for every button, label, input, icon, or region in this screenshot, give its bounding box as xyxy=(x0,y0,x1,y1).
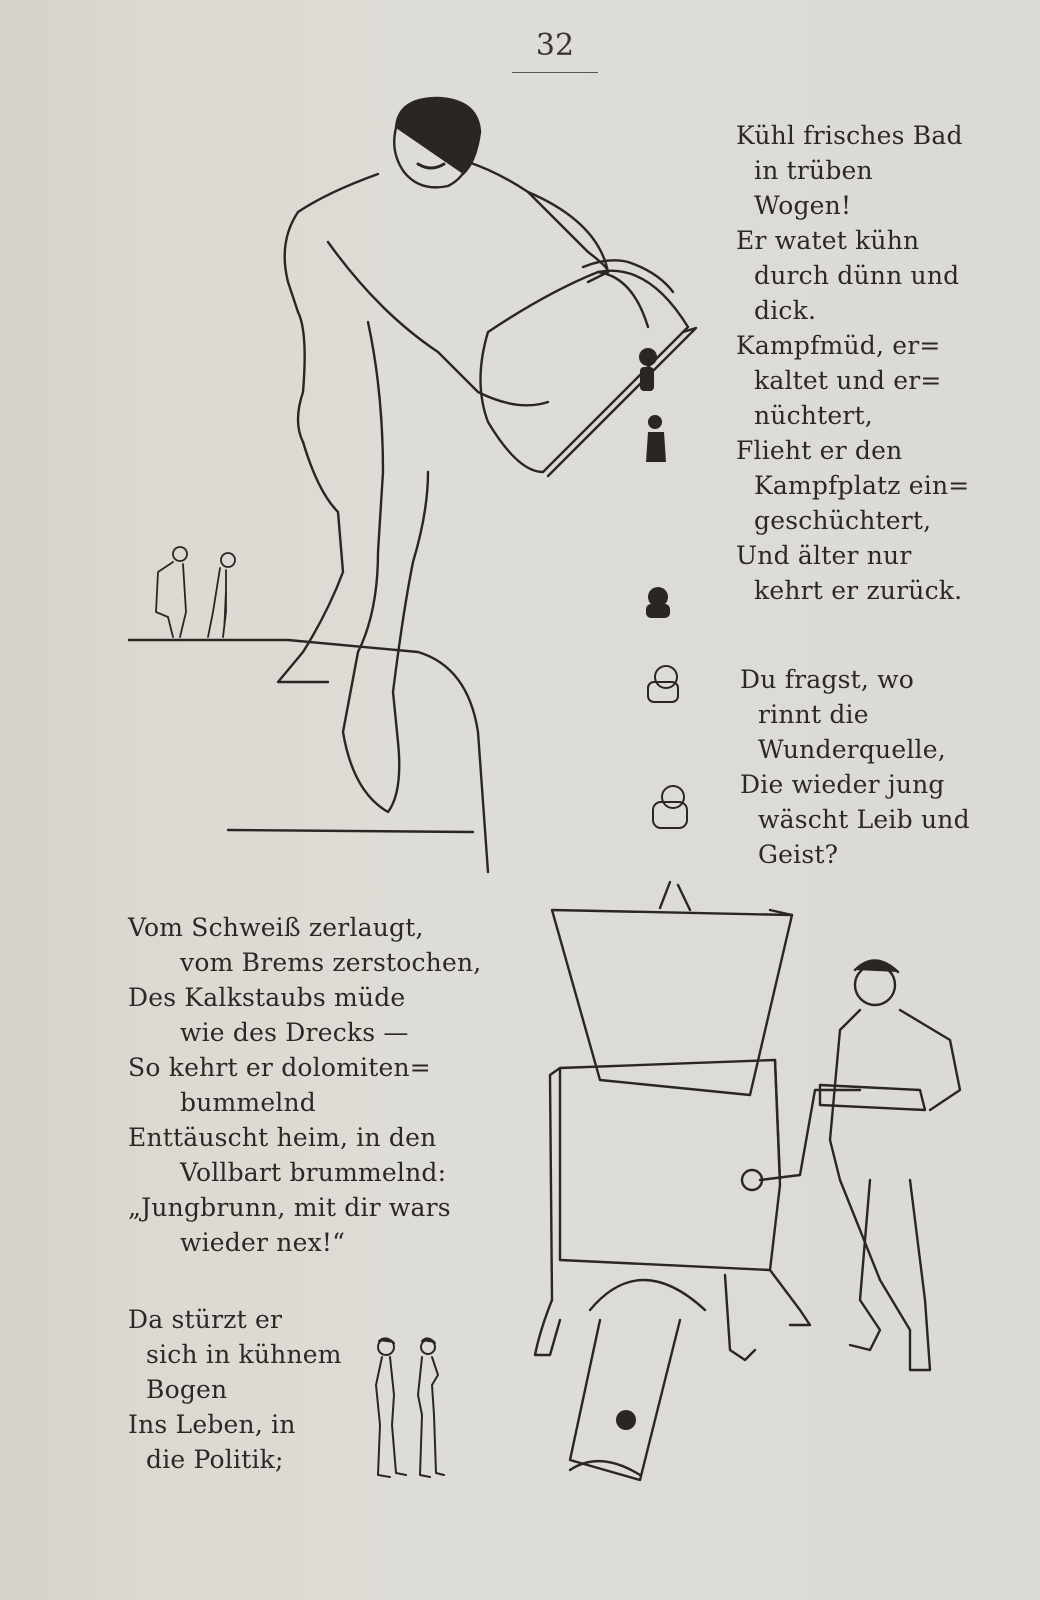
verse-line: die Politik; xyxy=(146,1445,284,1474)
verse-line: kehrt er zurück. xyxy=(754,576,963,605)
verse-line: durch dünn und xyxy=(754,261,960,290)
verse-line: Die wieder jung xyxy=(740,770,945,799)
verse-line: So kehrt er dolomiten= xyxy=(128,1053,431,1082)
verse-line: Kampfplatz ein= xyxy=(754,471,970,500)
verse-line: in trüben xyxy=(754,156,873,185)
stanza-1 xyxy=(736,118,969,608)
verse-line: wieder nex!“ xyxy=(180,1228,346,1257)
verse-line: Wogen! xyxy=(754,191,852,220)
verse-line: vom Brems zerstochen, xyxy=(180,948,482,977)
verse-line: sich in kühnem xyxy=(146,1340,342,1369)
stanza-2 xyxy=(740,662,970,872)
illustration-grinding-machine xyxy=(530,880,990,1490)
verse-line: „Jungbrunn, mit dir wars xyxy=(128,1193,451,1222)
verse-line: rinnt die xyxy=(758,700,869,729)
verse-line: geschüchtert, xyxy=(754,506,932,535)
page-number-rule xyxy=(512,72,598,73)
verse-line: Bogen xyxy=(146,1375,228,1404)
verse-line: Da stürzt er xyxy=(128,1305,283,1334)
verse-line: nüchtert, xyxy=(754,401,873,430)
stanza-3 xyxy=(128,910,481,1260)
verse-line: Er watet kühn xyxy=(736,226,920,255)
verse-line: wäscht Leib und xyxy=(758,805,970,834)
verse-line: Vom Schweiß zerlaugt, xyxy=(128,913,424,942)
verse-line: Kühl frisches Bad xyxy=(736,121,963,150)
verse-line: Kampfmüd, er= xyxy=(736,331,941,360)
verse-line: Und älter nur xyxy=(736,541,912,570)
verse-line: dick. xyxy=(754,296,817,325)
verse-line: Du fragst, wo xyxy=(740,665,915,694)
stanza-4 xyxy=(128,1302,342,1477)
verse-line: Enttäuscht heim, in den xyxy=(128,1123,437,1152)
verse-line: Ins Leben, in xyxy=(128,1410,296,1439)
verse-line: Geist? xyxy=(758,840,839,869)
verse-line: Wunderquelle, xyxy=(758,735,946,764)
verse-line: wie des Drecks — xyxy=(180,1018,409,1047)
page-number: 32 xyxy=(535,28,575,63)
illustration-giant-pouring-bucket xyxy=(128,92,728,882)
verse-line: kaltet und er= xyxy=(754,366,942,395)
verse-line: Des Kalkstaubs müde xyxy=(128,983,406,1012)
verse-line: Vollbart brummelnd: xyxy=(180,1158,447,1187)
illustration-two-young-men xyxy=(370,1335,450,1485)
verse-line: bummelnd xyxy=(180,1088,317,1117)
verse-line: Flieht er den xyxy=(736,436,903,465)
